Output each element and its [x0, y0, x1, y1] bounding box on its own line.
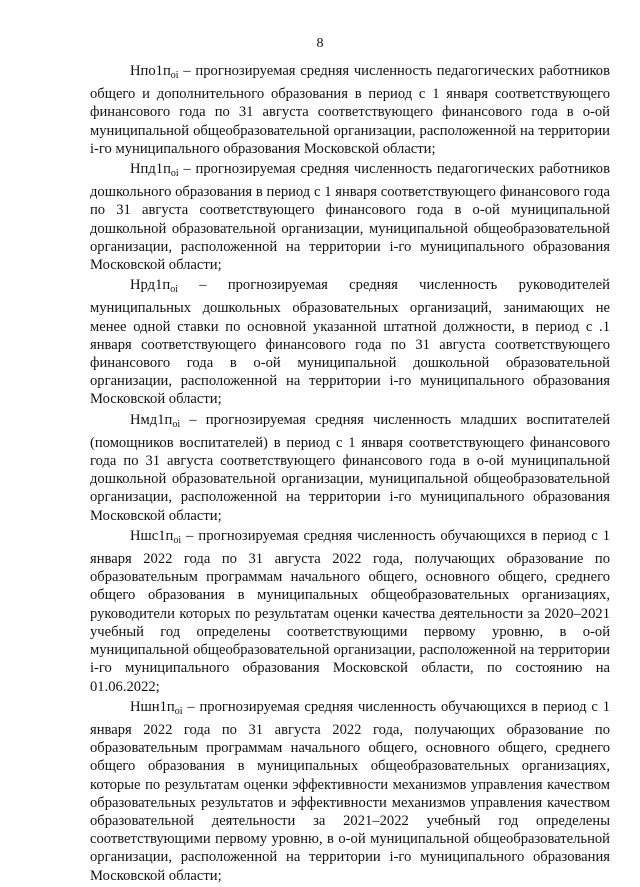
definition-symbol — [130, 699, 182, 715]
definition-paragraph — [90, 411, 610, 525]
definition-text: – прогнозируемая средняя численность педагогических работников дошкольного образования в период с 1 января соответствующего финансового года по 31 августа соответствующего финансового года в o-ой муниципальной дошкольной образовательной организации, муниципальной общеобразовательной организации, расположенной на территории i-го муниципального образования Московской области; — [90, 161, 610, 274]
definition-text: – прогнозируемая средняя численность младших воспитателей (помощников воспитателей) в период с 1 января соответствующего финансового года по 31 августа соответствующего финансового года в o-ой муниципальной дошкольной образовательной организации, муниципальной общеобразовательной организации, расположенной на территории i-го муниципального образования Московской области; — [90, 411, 610, 524]
definition-symbol — [130, 161, 179, 180]
symbol-subscript: oi — [172, 418, 181, 430]
symbol-base: Нпо1п — [130, 63, 171, 79]
symbol-subscript: oi — [170, 70, 179, 81]
symbol-subscript: oi — [174, 705, 183, 717]
definition-text: – прогнозируемая средняя численность педагогических работников общего и дополнительного образования в период с 1 января соответствующего финансового года по 31 августа соответствующего финансового года в o-ой муниципальной общеобразовательной организации, расположенной на территории i-го муниципального образования Московской области; — [90, 63, 610, 157]
definition-symbol — [130, 63, 179, 79]
definition-paragraph — [90, 276, 610, 408]
definition-symbol — [130, 412, 180, 428]
symbol-base: Нпд1п — [130, 161, 171, 178]
symbol-base: Ншн1п — [130, 698, 175, 715]
definition-text: – прогнозируемая средняя численность обучающихся в период с 1 января 2022 года по 31 августа 2022 года, получающих образование по образовательным программам начального общего, основного общего, среднего общего образования в муниципальных общеобразовательных организациях, руководители которых по результатам оценки качества деятельности за 2020–2021 учебный год определены соответствующими первому уровню, в o-ой муниципальной общеобразовательной организации, расположенной на территории i-го муниципального образования Московской области, по состоянию на 01.06.2022; — [90, 527, 610, 695]
definition-paragraph — [90, 62, 610, 158]
symbol-subscript: oi — [170, 168, 179, 180]
definition-symbol — [130, 277, 178, 296]
definitions-list — [90, 62, 610, 887]
definition-text: – прогнозируемая средняя численность руководителей муниципальных дошкольных образовательных организаций, занимающих не менее одной ставки по основной указанной штатной должности, в период с .1 января соответствующего финансового года по 31 августа соответствующего финансового года в o-ой муниципальной дошкольной образовательной организации, расположенной на территории i-го муниципального образования Московской области; — [90, 277, 610, 408]
definition-text: – прогнозируемая средняя численность обучающихся в период с 1 января 2022 года по 31 августа 2022 года, получающих образование по образовательным программам начального общего, основного общего, среднего общего образования в муниципальных общеобразовательных организациях, которые по результатам оценки эффективности механизмов управления качеством образовательных результатов и эффективности механизмов управления качеством образовательной деятельности за 2021–2022 учебный год определены соответствующими первому уровню, в o-ой муниципальной общеобразовательной организации, расположенной на территории i-го муниципального образования Московской области; — [90, 698, 610, 884]
symbol-subscript: oi — [173, 534, 182, 546]
symbol-base: Нрд1п — [130, 277, 171, 294]
symbol-subscript: oi — [170, 284, 178, 296]
definition-paragraph — [90, 527, 610, 696]
definition-paragraph — [90, 160, 610, 274]
symbol-base: Нмд1п — [130, 411, 173, 428]
symbol-base: Ншс1п — [130, 527, 174, 544]
definition-paragraph — [90, 698, 610, 885]
definition-symbol — [130, 528, 181, 544]
page-number: 8 — [316, 36, 324, 51]
